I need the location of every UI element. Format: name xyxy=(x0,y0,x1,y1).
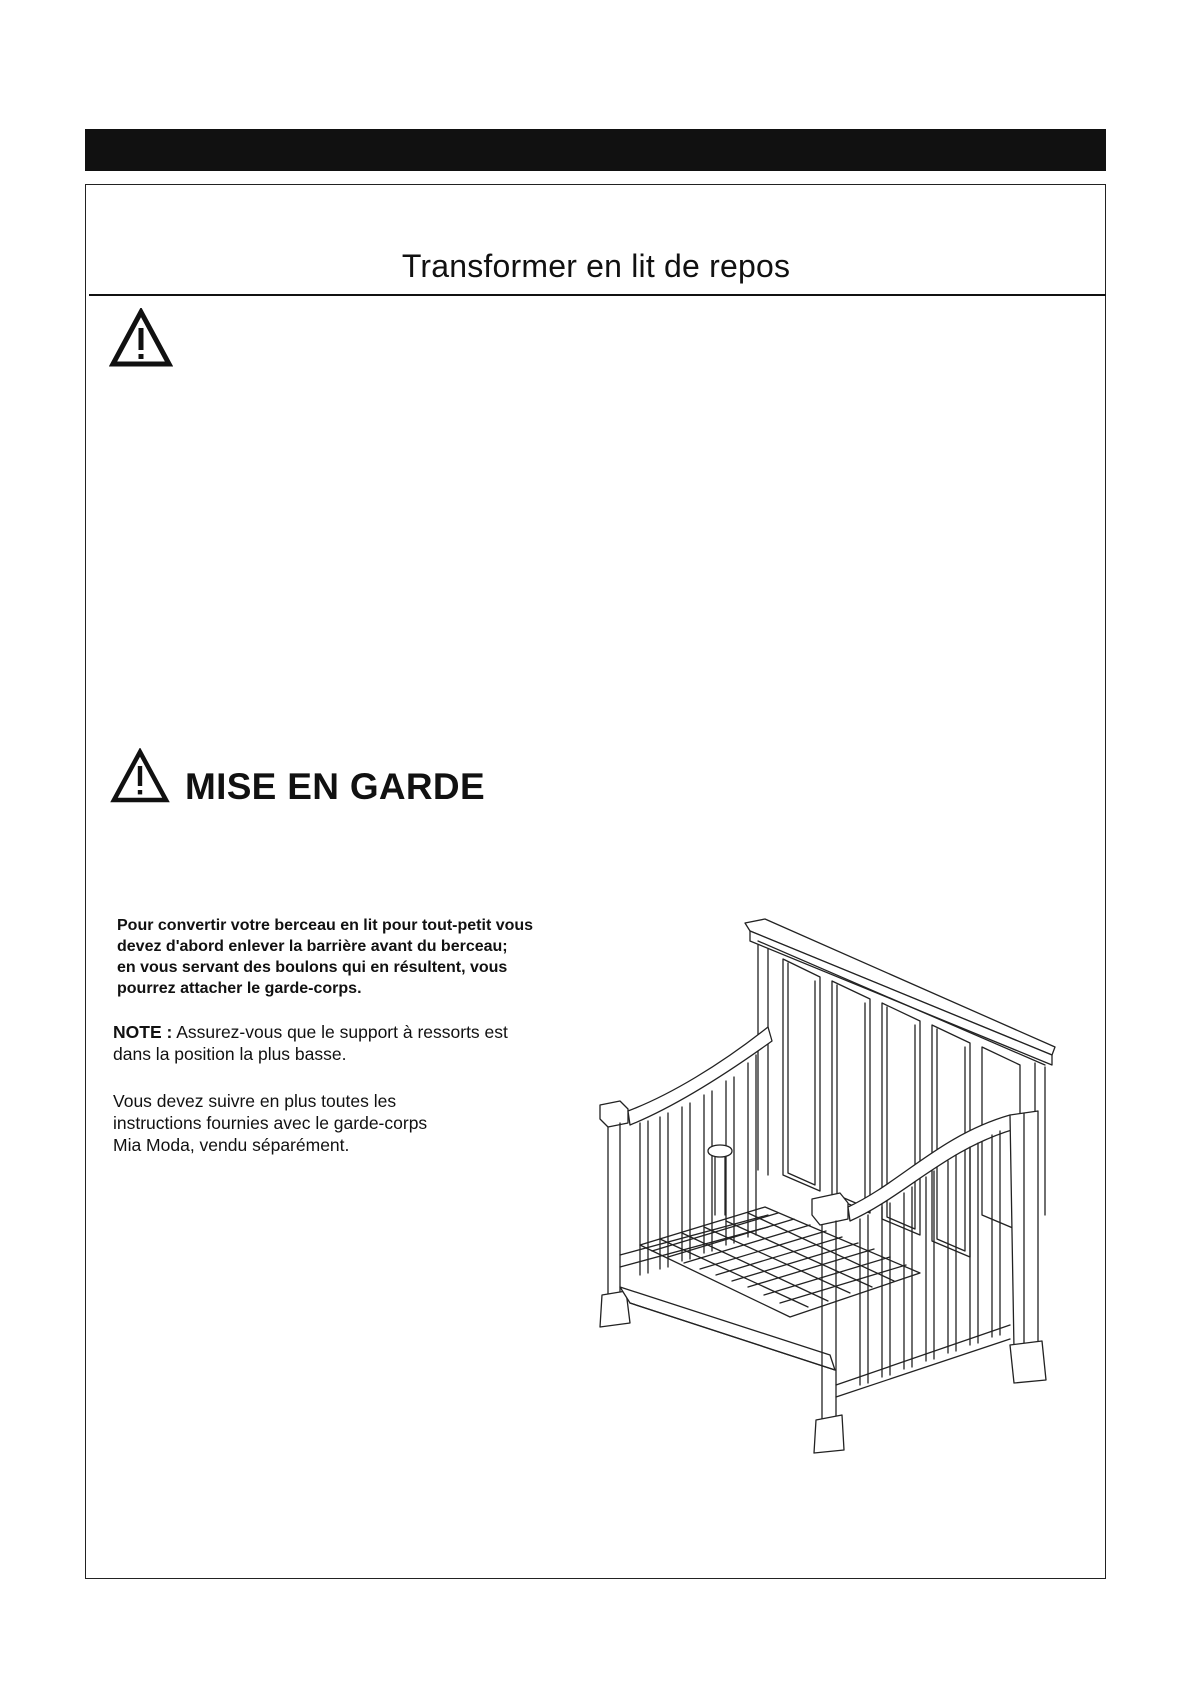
daybed-crib-illustration xyxy=(590,915,1060,1455)
conversion-instructions xyxy=(117,915,587,999)
warning-triangle-icon xyxy=(110,748,170,804)
instruction-line: pourrez attacher le garde-corps. xyxy=(117,980,362,997)
title-divider xyxy=(89,294,1106,296)
warning-triangle-icon xyxy=(109,308,173,368)
page-title: Transformer en lit de repos xyxy=(401,248,791,284)
note-line: dans la position la plus basse. xyxy=(113,1044,347,1064)
instruction-line: devez d'abord enlever la barrière avant du berceau; xyxy=(117,938,508,955)
extra-line: Vous devez suivre en plus toutes les xyxy=(113,1091,397,1111)
additional-instructions xyxy=(113,1090,543,1156)
note-label: NOTE : xyxy=(113,1022,173,1042)
note-paragraph xyxy=(113,1021,583,1065)
warning-heading: MISE EN GARDE xyxy=(185,766,485,807)
extra-line: instructions fournies avec le garde-corps xyxy=(113,1113,428,1133)
instruction-line: en vous servant des boulons qui en résultent, vous xyxy=(117,959,508,976)
note-line: Assurez-vous que le support à ressorts est xyxy=(172,1022,508,1042)
instruction-line: Pour convertir votre berceau en lit pour tout-petit vous xyxy=(117,917,534,934)
extra-line: Mia Moda, vendu séparément. xyxy=(113,1135,350,1155)
header-bar xyxy=(85,129,1106,171)
